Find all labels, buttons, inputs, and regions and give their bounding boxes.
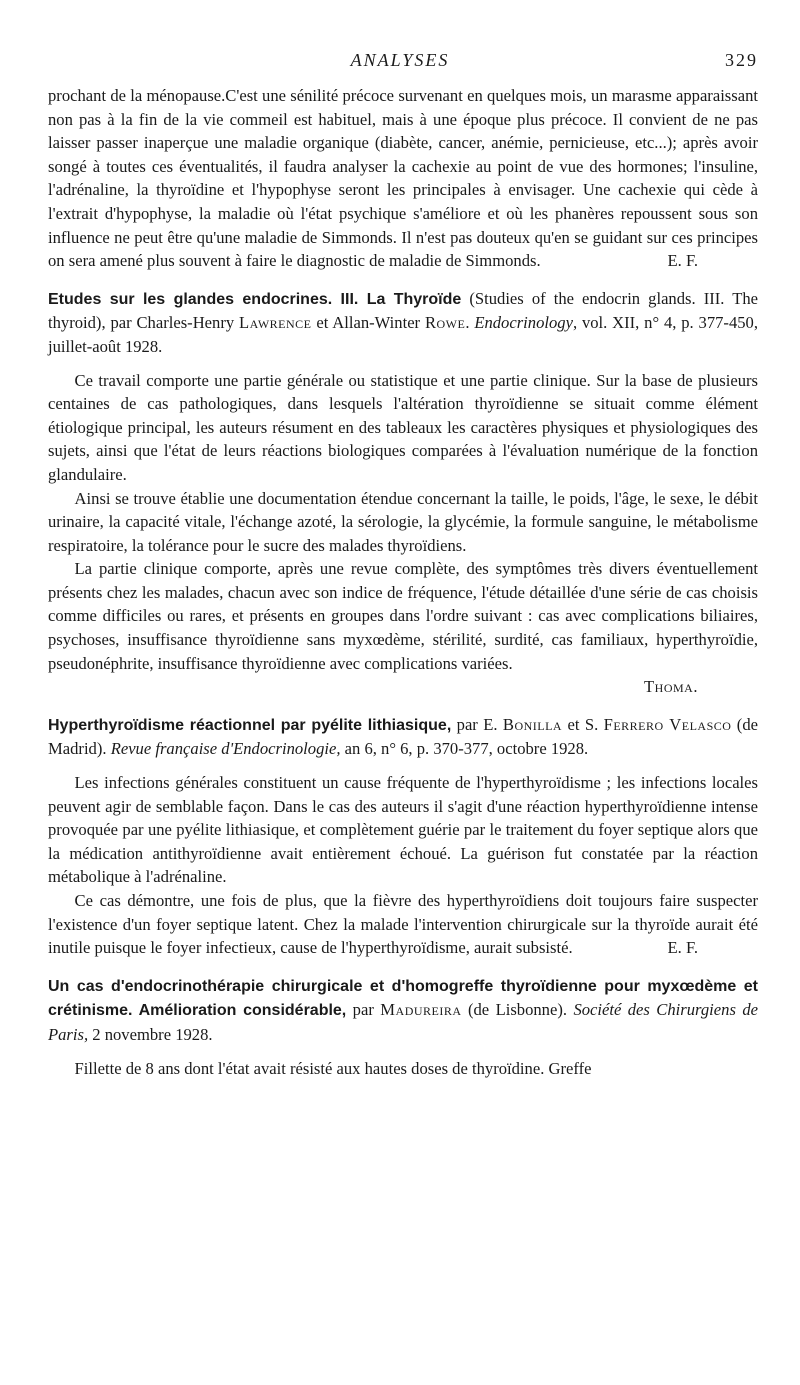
article1-journal: Endocrinology: [474, 313, 573, 333]
article3-journal: Société des Chirurgiens de Paris,: [48, 1000, 758, 1044]
continuation-block: [48, 84, 758, 273]
running-header: [0, 50, 800, 74]
article3-heading: Un cas d'endocrinothérapie chirurgicale et d'homogreffe thyroïdienne pour myxœdème et crétinisme. Amélioration considérable, par Madureira (de Lisbonne). Société des Chirurgiens de Paris, 2 novembre 1928.: [48, 977, 758, 1044]
article2-signature: E. F.: [667, 938, 698, 958]
article1-paragraph-2: Ainsi se trouve établie une documentation étendue concernant la taille, le poids, l'âge, le sexe, le débit urinaire, la capacité vitale, l'échange azoté, la sérologie, la glycémie, la formule sanguine, le métabolisme respiratoire, la tolérance pour le sucre des malades thyroïdiens.: [48, 488, 758, 555]
article2-last-block: [48, 889, 758, 960]
article1-paragraph-1: Ce travail comporte une partie générale ou statistique et une partie clinique. Sur la base de plusieurs centaines de cas pathologiques, dans lesquels l'altération thyroïdienne se situait comme élément étiologique principal, les auteurs résument en des tableaux les caractères physiques et physiologiques des sujets, ainsi que l'état de leurs réactions biologiques comparées à l'évaluation numérique de la fonction glandulaire.: [48, 370, 758, 484]
continuation-signature: E. F.: [667, 251, 698, 271]
page-body: [48, 84, 758, 1080]
article2-author-1: Bonilla: [502, 714, 563, 734]
article1-author-2: Rowe: [424, 313, 466, 333]
article2-author-2: Ferrero Velasco: [603, 714, 732, 734]
article1-heading: Etudes sur les glandes endocrines. III. La Thyroïde (Studies of the endocrin glands. III. The thyroid), par Charles-Henry Lawrence et Allan-Winter Rowe. Endocrinology, vol. XII, n° 4, p. 377-450, juillet-août 1928.: [48, 288, 758, 356]
article2-heading: Hyperthyroïdisme réactionnel par pyélite lithiasique, par E. Bonilla et S. Ferrero Velasco (de Madrid). Revue française d'Endocrinologie, an 6, n° 6, p. 370-377, octobre 1928.: [48, 714, 758, 759]
article1-signature: Thoma.: [644, 677, 698, 697]
article2-journal: Revue française d'Endocrinologie,: [110, 739, 341, 759]
article1-author-1: Lawrence: [239, 313, 312, 333]
article2-title: Hyperthyroïdisme réactionnel par pyélite lithiasique,: [48, 716, 452, 734]
article1-paragraph-3: La partie clinique comporte, après une revue complète, des symptômes très divers éventuellement présents chez les malades, chacun avec son indice de fréquence, l'étude détaillée d'une série de cas choisis comme difficiles ou rares, et présents en groupes dans l'ordre suivant : cas avec complications biliaires, psychoses, insuffisance thyroïdienne sans myxœdème, stérilité, surdité, cas familiaux, hyperthyroïdie, pseudonéphrite, insuffisance thyroïdienne avec complications variées.: [48, 559, 758, 673]
article3-author: Madureira: [380, 1000, 462, 1020]
article3-title: Un cas d'endocrinothérapie chirurgicale et d'homogreffe thyroïdienne pour myxœdème et crétinisme. Amélioration considérable,: [48, 977, 758, 1020]
article2-paragraph-2: Ce cas démontre, une fois de plus, que la fièvre des hyperthyroïdiens doit toujours faire suspecter l'existence d'un foyer septique latent. Chez la malade l'intervention chirurgicale sur la thyroïde aurait été inutile puisque le foyer infectieux, cause de l'hyperthyroïdisme, aurait subsisté.: [48, 891, 758, 958]
article1-title: Etudes sur les glandes endocrines. III. La Thyroïde: [48, 290, 462, 308]
article2-paragraph-1: Les infections générales constituent un cause fréquente de l'hyperthyroïdisme ; les infections locales peuvent agir de semblable façon. Dans le cas des auteurs il s'agit d'une réaction hyperthyroïdienne intense provoquée par une pyélite lithiasique, et complètement guérie par le traitement du foyer septique alors que la médication antithyroïdienne avait entièrement échoué. La guérison fut constatée par la réaction métabolique à l'adrénaline.: [48, 773, 758, 887]
article3-paragraph-1: Fillette de 8 ans dont l'état avait résisté aux hautes doses de thyroïdine. Greffe: [74, 1058, 592, 1078]
running-title: ANALYSES: [350, 50, 450, 70]
page-number: 329: [725, 50, 758, 70]
continuation-text: prochant de la ménopause.C'est une sénilité précoce survenant en quelques mois, un marasme apparaissant non pas à la fin de la vie commeil est habituel, mais à une époque plus précoce. Il convient de ne pas laisser passer inaperçue une maladie organique (diabète, cancer, anémie, pernicieuse, etc...); après avoir songé à toutes ces éventualités, il faudra analyser la cachexie au point de vue des hormones; l'insuline, l'adrénaline, la thyroïdine et l'hypophyse seront les principales à envisager. Une cachexie qui cède à l'extrait d'hypophyse, la maladie où l'état psychique s'améliore et où les phanères repoussent sous son influence ne peut être qu'une maladie de Simmonds. Il n'est pas douteux qu'en se guidant sur ces principes on sera amené plus souvent à faire le diagnostic de maladie de Simmonds.: [48, 86, 758, 271]
